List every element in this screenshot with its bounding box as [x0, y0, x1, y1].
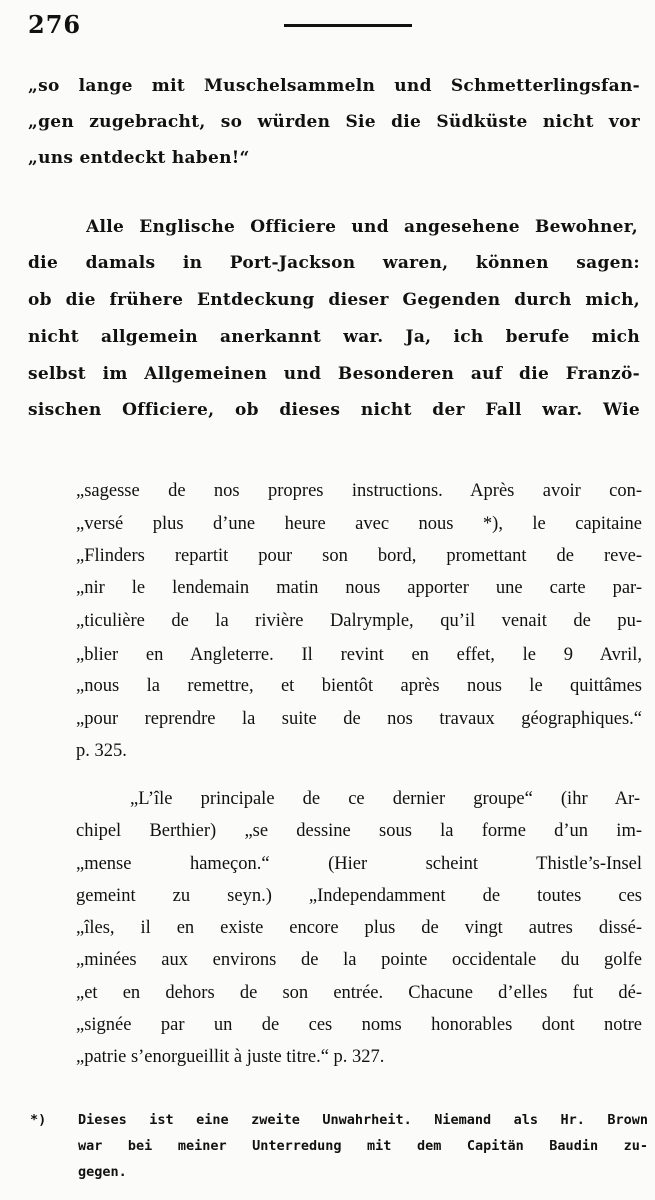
text-line: „patrie s’enorgueillit à juste titre.“ p. 327.: [76, 1047, 385, 1067]
footnote-line: Dieses ist eine zweite Unwahrheit. Niemand als Hr. Brown: [78, 1112, 648, 1128]
text-line: „et en dehors de son entrée. Chacune d’elles fut dé-: [76, 983, 642, 1003]
text-line: „uns entdeckt haben!“: [28, 148, 250, 168]
text-line: „gen zugebracht, so würden Sie die Südküste nicht vor: [28, 112, 640, 132]
text-line: „mense hameçon.“ (Hier scheint Thistle’s-Insel: [76, 854, 642, 874]
text-line: „signée par un de ces noms honorables dont notre: [76, 1015, 642, 1035]
text-line: chipel Berthier) „se dessine sous la forme d’un im-: [76, 821, 642, 841]
text-line: die damals in Port-Jackson waren, können sagen:: [28, 253, 640, 273]
text-line: „versé plus d’une heure avec nous *), le capitaine: [76, 514, 642, 534]
footnote-line: gegen.: [78, 1164, 127, 1180]
text-line: „minées aux environs de la pointe occidentale du golfe: [76, 950, 642, 970]
text-line: „blier en Angleterre. Il revint en effet, le 9 Avril,: [76, 645, 642, 665]
footnote-line: war bei meiner Unterredung mit dem Capitän Baudin zu-: [78, 1138, 648, 1154]
text-line: sischen Officiere, ob dieses nicht der Fall war. Wie: [28, 400, 640, 420]
text-line: nicht allgemein anerkannt war. Ja, ich berufe mich: [28, 327, 640, 347]
text-line: „pour reprendre la suite de nos travaux géographiques.“: [76, 709, 642, 729]
text-line: „îles, il en existe encore plus de vingt autres dissé-: [76, 918, 642, 938]
text-line: „so lange mit Muschelsammeln und Schmetterlingsfan-: [28, 76, 640, 96]
text-line: „Flinders repartit pour son bord, promettant de reve-: [76, 546, 642, 566]
text-line: „nir le lendemain matin nous apporter une carte par-: [76, 578, 642, 598]
text-line: Alle Englische Officiere und angesehene Bewohner,: [86, 217, 638, 237]
text-line: „ticulière de la rivière Dalrymple, qu’il venait de pu-: [76, 611, 642, 631]
text-line: gemeint zu seyn.) „Independamment de toutes ces: [76, 886, 642, 906]
text-line: „sagesse de nos propres instructions. Après avoir con-: [76, 481, 642, 501]
page-number: 276: [28, 10, 82, 39]
text-line: „L’île principale de ce dernier groupe“ (ihr Ar-: [130, 789, 640, 809]
text-line: selbst im Allgemeinen und Besonderen auf die Franzö-: [28, 364, 640, 384]
header-rule: [284, 24, 412, 27]
page-reference: p. 325.: [76, 741, 127, 761]
footnote-marker: *): [30, 1112, 47, 1128]
text-line: ob die frühere Entdeckung dieser Gegenden durch mich,: [28, 290, 640, 310]
text-line: „nous la remettre, et bientôt après nous le quittâmes: [76, 676, 642, 696]
